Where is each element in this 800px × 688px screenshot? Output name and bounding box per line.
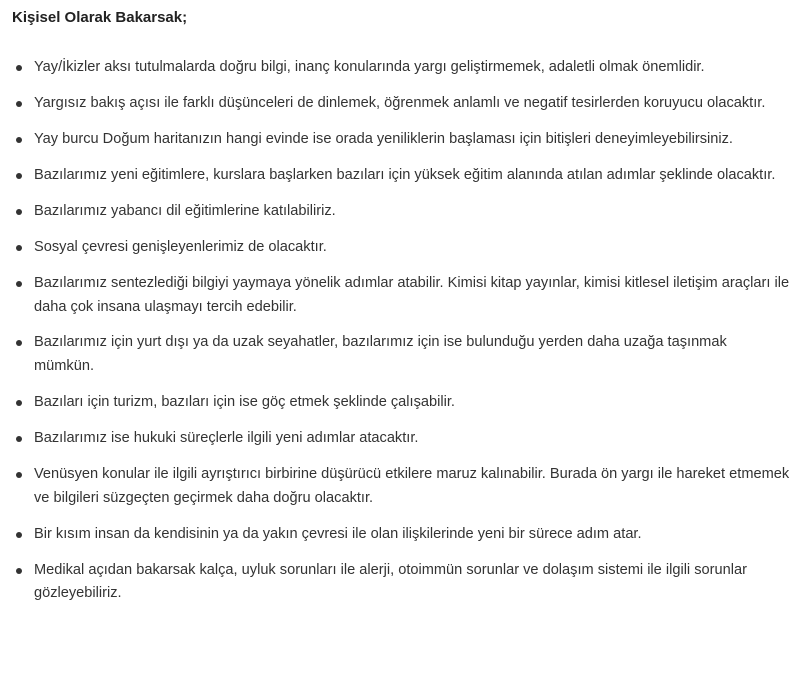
bullet-icon — [16, 532, 22, 538]
list-item-text: Venüsyen konular ile ilgili ayrıştırıcı birbirine düşürücü etkilere maruz kalınabilir. Burada ön yargı ile hareket etmemek ve bilgileri süzgeçten geçirmek daha doğru olacaktır. — [34, 466, 790, 506]
list-item-text: Bazılarımız için yurt dışı ya da uzak seyahatler, bazılarımız için ise bulunduğu yerden daha uzağa taşınmak mümkün. — [34, 334, 727, 375]
list-item-text: Yay/İkizler aksı tutulmalarda doğru bilgi, inanç konularında yargı geliştirmemek, adaletli olmak önemlidir. — [34, 59, 705, 75]
list-item-text: Medikal açıdan bakarsak kalça, uyluk sorunları ile alerji, otoimmün sorunlar ve dolaşım sistemi ile ilgili sorunlar gözleyebiliriz. — [34, 561, 747, 602]
list-item-text: Bazılarımız ise hukuki süreçlerle ilgili yeni adımlar atacaktır. — [34, 430, 419, 447]
list-item-text: Sosyal çevresi genişleyenlerimiz de olacaktır. — [34, 238, 327, 255]
list-item — [12, 200, 790, 224]
bullet-icon — [16, 101, 22, 107]
list-item — [12, 128, 790, 152]
bullet-list — [12, 56, 790, 606]
bullet-icon — [16, 209, 22, 215]
bullet-icon — [16, 400, 22, 406]
bullet-icon — [16, 137, 22, 143]
section-heading: Kişisel Olarak Bakarsak; — [12, 9, 188, 26]
list-item — [12, 427, 790, 451]
list-item — [12, 523, 790, 547]
bullet-icon — [16, 436, 22, 442]
list-item — [12, 272, 790, 319]
list-item — [12, 92, 790, 116]
list-item — [12, 236, 790, 260]
list-item — [12, 331, 790, 378]
list-item — [12, 56, 790, 80]
bullet-icon — [16, 568, 22, 574]
list-item-text: Bazıları için turizm, bazıları için ise göç etmek şeklinde çalışabilir. — [34, 394, 455, 411]
list-item-text: Bazılarımız yabancı dil eğitimlerine katılabiliriz. — [34, 202, 336, 219]
list-item-text: Bazılarımız sentezlediği bilgiyi yaymaya yönelik adımlar atabilir. Kimisi kitap yayınlar, kimisi kitlesel iletişim araçları ile daha çok insana ulaşmayı tercih edebilir. — [34, 274, 790, 315]
bullet-icon — [16, 281, 22, 287]
list-item — [12, 463, 790, 510]
bullet-icon — [16, 173, 22, 179]
list-item-text: Yargısız bakış açısı ile farklı düşünceleri de dinlemek, öğrenmek anlamlı ve negatif tesirlerden koruyucu olacaktır. — [34, 94, 766, 111]
bullet-icon — [16, 340, 22, 346]
list-item-text: Yay burcu Doğum haritanızın hangi evinde ise orada yeniliklerin başlaması için bitişleri deneyimleyebilirsiniz. — [34, 130, 733, 147]
list-item-text: Bir kısım insan da kendisinin ya da yakın çevresi ile olan ilişkilerinde yeni bir sürece adım atar. — [34, 525, 642, 542]
list-item — [12, 164, 790, 188]
bullet-icon — [16, 65, 22, 71]
bullet-icon — [16, 245, 22, 251]
list-item — [12, 559, 790, 606]
bullet-icon — [16, 472, 22, 478]
list-item — [12, 391, 790, 415]
list-item-text: Bazılarımız yeni eğitimlere, kurslara başlarken bazıları için yüksek eğitim alanında atılan adımlar şeklinde olacaktır. — [34, 166, 776, 183]
